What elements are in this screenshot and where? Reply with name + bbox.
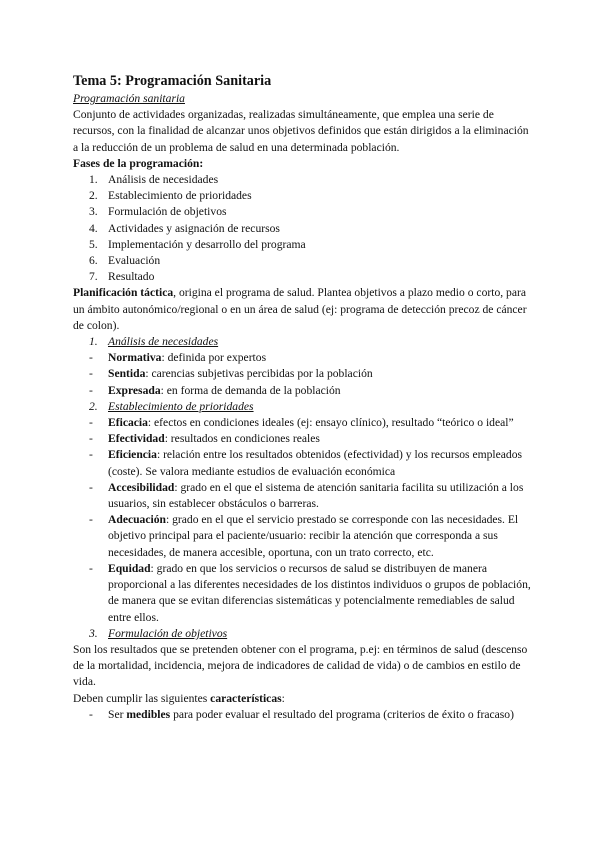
phases-list <box>73 172 533 285</box>
list-item: - Accesibilidad: grado en el que el sistema de atención sanitaria facilita su utilización a los usuarios, sin establecer obstáculos o barreras. <box>89 480 524 511</box>
list-item: 6. Evaluación <box>89 254 161 268</box>
list-item: - Ser medibles para poder evaluar el resultado del programa (criterios de éxito o fracaso) <box>89 707 514 721</box>
section-heading-analisis: 1. Análisis de necesidades <box>89 335 219 349</box>
list-item: - Expresada: en forma de demanda de la población <box>89 383 341 397</box>
intro-paragraph: Conjunto de actividades organizadas, realizadas simultáneamente, que emplea una serie de recursos, con la finalidad de alcanzar unos objetivos definidos que están dirigidos a la eliminación a la reducción de un problema de salud en una determinada población. <box>73 108 529 154</box>
section-heading-prioridades: 2. Establecimiento de prioridades <box>89 399 254 413</box>
list-item: - Adecuación: grado en el que el servicio prestado se corresponde con las necesidades. El objetivo principal para el paciente/usuario: recibir la atención que corresponda a sus necesidades, de manera accesible, oportuna, con un trato correcto, etc. <box>89 513 519 559</box>
list-item: - Sentida: carencias subjetivas percibidas por la población <box>89 367 373 381</box>
section-subtitle: Programación sanitaria <box>73 92 185 105</box>
page-title: Tema 5: Programación Sanitaria <box>73 73 272 89</box>
list-item: 5. Implementación y desarrollo del programa <box>89 237 306 251</box>
list-item: 4. Actividades y asignación de recursos <box>89 221 280 235</box>
list-item: 1. Análisis de necesidades <box>89 173 219 187</box>
tactica-paragraph: Planificación táctica, origina el programa de salud. Plantea objetivos a plazo medio o corto, para un ámbito autonómico/regional o en un área de salud (ej: programa de detección precoz de cáncer de colon). <box>73 286 527 332</box>
list-item: - Eficiencia: relación entre los resultados obtenidos (efectividad) y los recursos empleados (coste). Se valora mediante estudios de evaluación económica <box>89 448 523 478</box>
objectives-paragraph: Son los resultados que se pretenden obtener con el programa, p.ej: en términos de salud (descenso de la mortalidad, incidencia, mejora de indicadores de calidad de vida) o de cambios en estilo de vida. <box>73 642 528 689</box>
list-item: - Equidad: grado en que los servicios o recursos de salud se distribuyen de manera proporcional a las diferentes necesidades de los distintos individuos o grupos de población, de manera que se evitan diferencias sistemáticas y potencialmente remediables de salud entre ellos. <box>89 561 531 624</box>
list-item: 7. Resultado <box>89 270 155 284</box>
list-item: - Normativa: definida por expertos <box>89 351 267 365</box>
document-page <box>73 72 533 723</box>
needs-list <box>73 350 533 399</box>
list-item: 2. Establecimiento de prioridades <box>89 189 252 203</box>
list-item: - Eficacia: efectos en condiciones ideales (ej: ensayo clínico), resultado “teórico o ideal” <box>89 416 514 430</box>
priorities-list <box>73 415 533 626</box>
characteristics-list <box>73 707 533 723</box>
section-heading-objetivos: 3. Formulación de objetivos <box>89 626 228 640</box>
phases-heading: Fases de la programación: <box>73 156 204 170</box>
characteristics-paragraph: Deben cumplir las siguientes características: <box>73 691 285 705</box>
list-item: 3. Formulación de objetivos <box>89 205 227 219</box>
list-item: - Efectividad: resultados en condiciones reales <box>89 432 320 446</box>
